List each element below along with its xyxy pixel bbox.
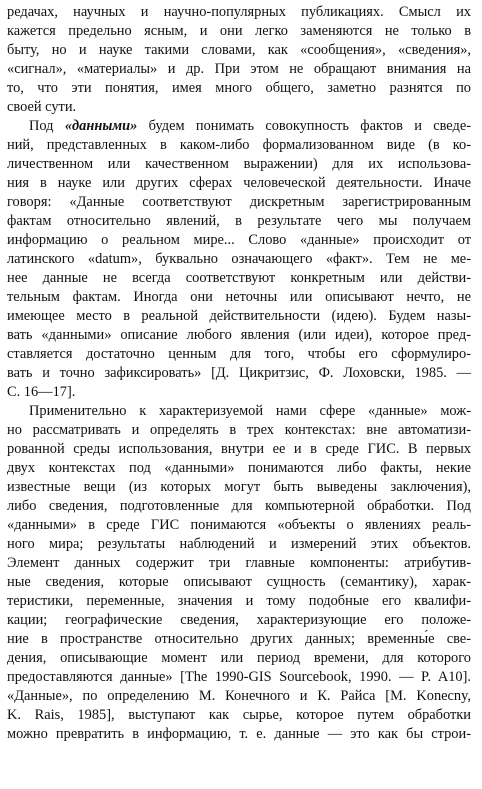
text-line-with-term [29, 117, 471, 136]
text-line: ний, представленных в каком-либо формализованном виде (в ко- [7, 137, 471, 153]
text-line: кации; географические сведения, характеризующие его положе- [7, 612, 471, 628]
text-line: нее данные не всегда соответствуют конкретным или действи- [7, 270, 471, 286]
text-line: имеющее место в реальной действительности (идею). Будем назы- [7, 308, 471, 324]
text-line: известные вещи (из которых могут быть выведены заключения), [7, 479, 471, 495]
text-line: двух контекстах под «данными» понимаются либо факты, некие [7, 460, 471, 476]
text-line: вать и точно зафиксировать» [Д. Цикритзис, Ф. Лоховски, 1985. — [7, 365, 471, 381]
text-line: кажется предельно ясным, и они легко заменяются не только в [7, 23, 471, 39]
text-line: K. Rais, 1985], выступают как сырье, которое путем обработки [7, 707, 471, 723]
text-line: ные сведения, которые описывают сущность (семантику), харак- [7, 574, 471, 590]
text-line: либо сведения, подготовленные для компьютерной обработки. Под [7, 498, 471, 514]
text-line: предоставляются данные» [The 1990-GIS Sourcebook, 1990. — P. A10]. [7, 669, 471, 685]
text-line: но рассматривать и определять в трех контекстах: вне автоматизи- [7, 422, 471, 438]
text-line: рованной среды использования, внутри ее и в среде ГИС. В первых [7, 441, 471, 457]
text-line: ставляется достаточно ценным для того, чтобы его сформулиро- [7, 346, 471, 362]
text-line: своей сути. [7, 99, 77, 115]
line-lead: Под [29, 118, 65, 134]
text-line: дения, описывающие момент или период времени, для которого [7, 650, 471, 666]
text-line: быту, но и науке такими словами, как «сообщения», «сведения», [7, 42, 471, 58]
text-line: С. 16—17]. [7, 384, 76, 400]
text-line: ния в науке или других сферах человеческой деятельности. Иначе [7, 175, 471, 191]
text-line: тельным фактам. Иногда они неточны или описывают нечто, не [7, 289, 471, 305]
text-line: теристики, переменные, значения и тому подобные его квалифи- [7, 593, 471, 609]
line-rest: будем понимать совокупность фактов и сведе- [137, 118, 471, 134]
text-line: то, что эти понятия, имея много общего, заметно разнятся по [7, 80, 471, 96]
text-line: фактам относительно явлений, в результате чего мы получаем [7, 213, 471, 229]
text-line: личественном или качественном выражении) для их использова- [7, 156, 471, 172]
text-line: «сигнал», «материалы» и др. При этом не обращают внимания на [7, 61, 471, 77]
text-line: ние в пространстве относительно других данных; временны́е све- [7, 631, 471, 647]
text-line: Элемент данных содержит три главные компоненты: атрибутив- [7, 555, 471, 571]
text-line: «данными» в среде ГИС понимаются «объекты о явлениях реаль- [7, 517, 471, 533]
text-line: ного мира; результаты наблюдений и измерений этих объектов. [7, 536, 471, 552]
text-line: можно превратить в информацию, т. е. данные — это как бы строи- [7, 726, 471, 742]
text-line: редачах, научных и научно-популярных публикациях. Смысл их [7, 4, 471, 20]
text-line: «Данные», по определению М. Конечного и К. Райса [M. Konecny, [7, 688, 471, 704]
text-line: информацию о реальном мире... Слово «данные» происходит от [7, 232, 471, 248]
text-line: говоря: «Данные соответствуют дискретным зарегистрированным [7, 194, 471, 210]
term-data: «данными» [64, 118, 138, 134]
text-line: Применительно к характеризуемой нами сфере «данные» мож- [29, 403, 471, 419]
text-line: вать «данными» описание любого явления (или идеи), которое пред- [7, 327, 471, 343]
text-line: латинского «datum», буквально означающего «факт». Тем не ме- [7, 251, 471, 267]
